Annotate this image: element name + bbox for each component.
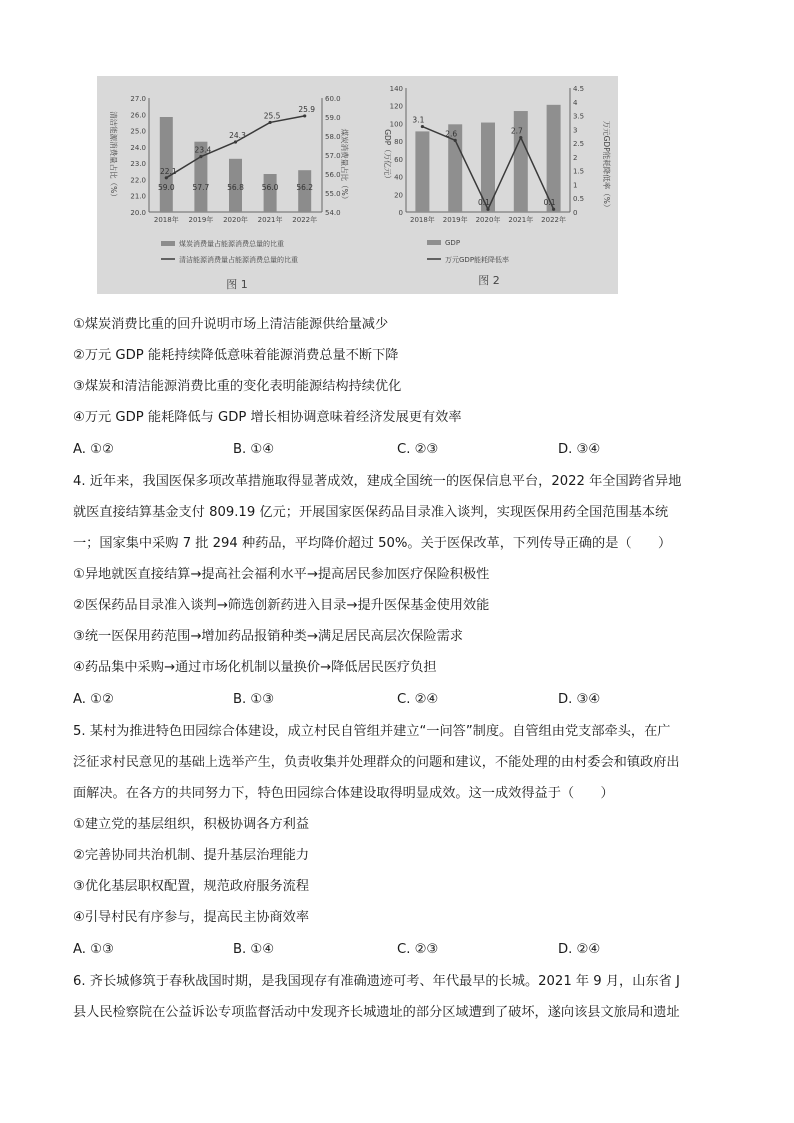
y-tick-label-right: 0.5 (573, 195, 585, 204)
y-tick-label-left: 40 (394, 173, 403, 182)
x-tick-label: 2021年 (508, 216, 534, 224)
x-tick-label: 2018年 (153, 216, 179, 224)
y-axis-title-left: GDP（万亿元） (383, 129, 392, 183)
line-value-label: 25.9 (298, 104, 316, 114)
line-value-label: 22.1 (159, 166, 177, 176)
x-tick-label: 2021年 (257, 216, 283, 224)
figure-caption: 图 1 (226, 278, 248, 291)
line-value-label: 2.6 (445, 129, 458, 139)
q4-option-c: C. ②④ (397, 692, 439, 707)
bar-value-label: 56.8 (227, 183, 244, 192)
line-value-label: 3.1 (412, 115, 425, 125)
q4-stem-line-3: 一；国家集中采购 7 批 294 种药品，平均降价超过 50%。关于医保改革，下列传导正确的是（ ） (73, 536, 672, 551)
line-point (234, 140, 237, 143)
line-point (421, 125, 424, 128)
q5-item-4: ④引导村民有序参与，提高民主协商效率 (73, 910, 310, 925)
q5-item-1: ①建立党的基层组织，积极协调各方利益 (73, 817, 310, 832)
q3-option-c: C. ②③ (397, 442, 439, 457)
q5-option-a: A. ①③ (73, 942, 114, 957)
y-tick-label-left: 0 (398, 209, 403, 217)
y-tick-label-left: 21.0 (130, 192, 146, 201)
bar-value-label: 56.0 (261, 183, 279, 192)
line-point (454, 139, 457, 142)
q4-item-1: ①异地就医直接结算→提高社会福利水平→提高居民参加医疗保险积极性 (73, 567, 490, 582)
chart-bar (547, 105, 561, 212)
q6-stem-line-2: 县人民检察院在公益诉讼专项监督活动中发现齐长城遗址的部分区域遭到了破坏，遂向该县文旅局和遗址 (73, 1005, 680, 1020)
line-point (199, 155, 202, 158)
legend-swatch-bar (161, 241, 175, 246)
y-tick-label-right: 4.5 (573, 85, 585, 93)
y-tick-label-right: 1 (573, 181, 578, 190)
x-tick-label: 2018年 (409, 216, 435, 224)
chart-figure (97, 76, 618, 294)
y-tick-label-left: 100 (389, 120, 403, 129)
x-tick-label: 2020年 (475, 216, 501, 224)
y-tick-label-right: 60.0 (325, 95, 341, 103)
x-tick-label: 2022年 (292, 216, 318, 224)
q5-option-b: B. ①④ (233, 942, 275, 957)
legend-label-line: 万元GDP能耗降低率 (445, 256, 510, 264)
y-tick-label-right: 4 (573, 98, 578, 107)
y-tick-label-right: 59.0 (325, 114, 341, 122)
y-tick-label-left: 20.0 (130, 209, 146, 217)
q3-item-3: ③煤炭和清洁能源消费比重的变化表明能源结构持续优化 (73, 379, 402, 394)
y-tick-label-left: 22.0 (130, 176, 146, 185)
line-point (519, 136, 522, 139)
q5-option-d: D. ②④ (558, 942, 601, 957)
q5-stem-line-2: 泛征求村民意见的基础上选举产生，负责收集并处理群众的问题和建议，不能处理的由村委会和镇政府出 (73, 755, 680, 770)
chart-svg (97, 76, 618, 294)
line-point (165, 176, 168, 179)
q3-option-b: B. ①④ (233, 442, 275, 457)
y-tick-label-left: 60 (394, 155, 403, 164)
legend-label-bar: 煤炭消费量占能源消费总量的比重 (179, 240, 284, 248)
y-tick-label-right: 57.0 (325, 152, 341, 160)
legend-label-bar: GDP (445, 239, 461, 247)
chart-bar (157, 117, 175, 212)
y-axis-title-right: 万元GDP能耗降低率（%） (602, 120, 611, 212)
q3-item-4: ④万元 GDP 能耗降低与 GDP 增长相协调意味着经济发展更有效率 (73, 410, 462, 425)
q4-option-b: B. ①③ (233, 692, 275, 707)
y-tick-label-right: 55.0 (325, 190, 341, 198)
q4-option-a: A. ①② (73, 692, 114, 707)
q4-item-3: ③统一医保用药范围→增加药品报销种类→满足居民高层次保险需求 (73, 629, 463, 644)
y-tick-label-right: 2 (573, 153, 578, 162)
y-tick-label-right: 3 (573, 126, 578, 135)
line-value-label: 25.5 (263, 111, 281, 121)
y-axis-title-left: 清洁能源消费量占比（%） (109, 111, 118, 201)
bar-value-label: 59.0 (157, 183, 175, 192)
y-tick-label-left: 20 (394, 191, 403, 200)
bar-value-label: 57.7 (192, 183, 210, 192)
line-point (303, 114, 306, 117)
x-tick-label: 2022年 (541, 216, 567, 224)
figure-caption: 图 2 (478, 274, 500, 287)
q3-option-d: D. ③④ (558, 442, 601, 457)
line-value-label: 24.3 (229, 130, 246, 140)
line-value-label: 2.7 (510, 126, 523, 136)
q5-option-c: C. ②③ (397, 942, 439, 957)
chart-bar (261, 174, 279, 212)
x-tick-label: 2019年 (442, 216, 468, 224)
line-point (269, 121, 272, 124)
y-tick-label-left: 27.0 (130, 95, 146, 103)
y-tick-label-right: 56.0 (325, 171, 341, 179)
y-tick-label-right: 54.0 (325, 209, 341, 217)
q5-stem-line-1: 5. 某村为推进特色田园综合体建设，成立村民自管组并建立“一问答”制度。自管组由党支部牵头，在广 (73, 724, 671, 739)
q3-option-a: A. ①② (73, 442, 114, 457)
q4-option-d: D. ③④ (558, 692, 601, 707)
q3-item-2: ②万元 GDP 能耗持续降低意味着能源消费总量不断下降 (73, 348, 399, 363)
legend-label-line: 清洁能源消费量占能源消费总量的比重 (179, 256, 298, 264)
y-tick-label-left: 80 (394, 138, 403, 147)
q6-stem-line-1: 6. 齐长城修筑于春秋战国时期，是我国现存有准确遗迹可考、年代最早的长城。2021 年 9 月，山东省 J (73, 974, 680, 989)
q4-stem-line-1: 4. 近年来，我国医保多项改革措施取得显著成效，建成全国统一的医保信息平台，2022 年全国跨省异地 (73, 474, 682, 489)
y-axis-title-right: 煤炭消费量占比（%） (340, 128, 349, 204)
line-value-label: 0.1 (543, 198, 556, 208)
q5-stem-line-3: 面解决。在各方的共同努力下，特色田园综合体建设取得明显成效。这一成效得益于（ ） (73, 786, 614, 801)
line-value-label: 23.4 (194, 145, 212, 155)
y-tick-label-right: 58.0 (325, 133, 341, 141)
q4-item-2: ②医保药品目录准入谈判→筛选创新药进入目录→提升医保基金使用效能 (73, 598, 490, 613)
y-tick-label-left: 26.0 (130, 111, 146, 120)
q3-item-1: ①煤炭消费比重的回升说明市场上清洁能源供给量减少 (73, 317, 389, 332)
y-tick-label-right: 0 (573, 209, 578, 217)
line-point (486, 208, 489, 211)
q4-stem-line-2: 就医直接结算基金支付 809.19 亿元；开展国家医保药品目录准入谈判，实现医保用药全国范围基本统 (73, 505, 669, 520)
y-tick-label-left: 23.0 (130, 160, 146, 169)
q4-item-4: ④药品集中采购→通过市场化机制以量换价→降低居民医疗负担 (73, 660, 437, 675)
x-tick-label: 2020年 (223, 216, 248, 224)
x-tick-label: 2019年 (188, 216, 214, 224)
y-tick-label-left: 140 (389, 85, 403, 93)
bar-value-label: 56.2 (296, 183, 314, 192)
y-tick-label-right: 2.5 (573, 140, 585, 149)
chart-bar (415, 131, 429, 212)
q5-item-3: ③优化基层职权配置，规范政府服务流程 (73, 879, 310, 894)
line-value-label: 0.1 (478, 198, 490, 208)
q5-item-2: ②完善协同共治机制、提升基层治理能力 (73, 848, 310, 863)
legend-swatch-bar (427, 240, 441, 245)
y-tick-label-left: 25.0 (130, 127, 146, 136)
y-tick-label-left: 120 (389, 102, 403, 111)
y-tick-label-left: 24.0 (130, 143, 146, 152)
y-tick-label-right: 1.5 (573, 167, 585, 176)
y-tick-label-right: 3.5 (573, 112, 585, 121)
line-point (552, 208, 555, 211)
